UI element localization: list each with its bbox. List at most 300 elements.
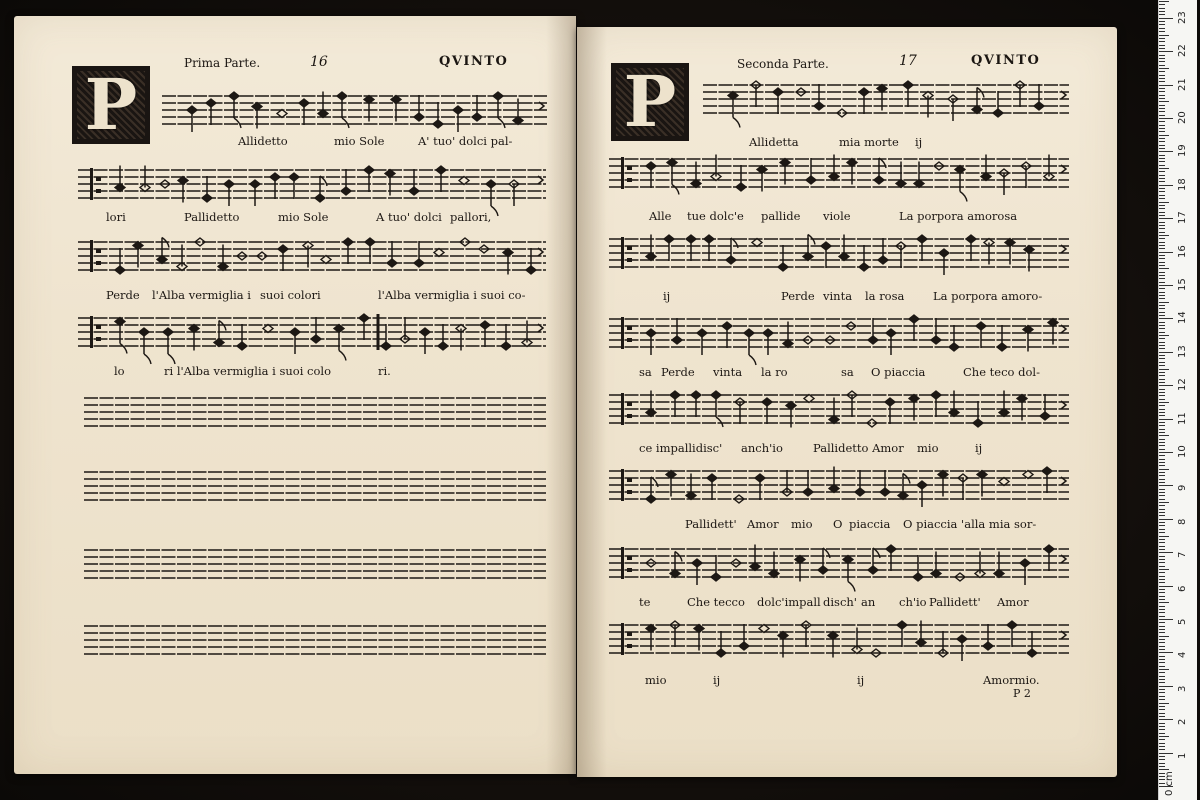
ruler-tick (1159, 31, 1165, 32)
empty-staff (84, 622, 546, 656)
ruler-tick (1159, 509, 1165, 510)
ruler-number: 3 (1177, 685, 1188, 692)
lyric-word: mia morte (839, 135, 899, 149)
lyric-word: dolc'impall (757, 595, 821, 609)
ruler-tick (1159, 462, 1165, 463)
note-flag (716, 417, 723, 427)
ruler-tick (1159, 325, 1165, 326)
ruler-tick (1159, 489, 1165, 490)
clef-mark (621, 393, 624, 425)
ruler-tick (1159, 589, 1165, 590)
ruler-tick (1159, 328, 1165, 329)
ruler-tick (1159, 202, 1169, 203)
ruler-tick (1159, 703, 1169, 704)
ruler-tick (1159, 445, 1165, 446)
ruler-tick (1159, 399, 1165, 400)
ruler-tick (1159, 412, 1165, 413)
ruler-tick (1159, 659, 1165, 660)
ruler-tick (1159, 719, 1173, 720)
ruler-tick (1159, 632, 1165, 633)
ruler-tick (1159, 449, 1165, 450)
ruler-tick (1159, 342, 1165, 343)
clef-mark (627, 490, 632, 494)
music-staff (78, 236, 546, 276)
lyric-word: ij (915, 135, 923, 149)
ruler-tick (1159, 519, 1173, 520)
ruler-tick (1159, 502, 1169, 503)
lyric-word: Amor (747, 517, 779, 531)
ruler-tick (1159, 769, 1169, 770)
lyric-word: Allidetta (749, 135, 799, 149)
ruler-tick (1159, 723, 1165, 724)
ruler-tick (1159, 191, 1165, 192)
note-flag (342, 118, 349, 128)
lyric-word: ij (975, 441, 983, 455)
ruler-tick (1159, 579, 1165, 580)
lyric-word: La porpora amorosa (899, 209, 1018, 223)
ruler-tick (1159, 181, 1165, 182)
ruler-tick (1159, 529, 1165, 530)
ruler-tick (1159, 175, 1165, 176)
note-flag (749, 355, 756, 365)
ruler-tick (1159, 542, 1165, 543)
lyric-word: O piaccia 'alla mia sor- (903, 517, 1037, 531)
signature-mark: P 2 (1013, 687, 1031, 700)
ruler-tick (1159, 338, 1165, 339)
lyric-word: Perde (106, 288, 140, 302)
ruler-tick (1159, 45, 1165, 46)
ruler-tick (1159, 515, 1165, 516)
lyric-word: Pallidetto Amor (813, 441, 904, 455)
ruler-tick (1159, 288, 1165, 289)
ruler-tick (1159, 148, 1165, 149)
ruler-tick (1159, 539, 1165, 540)
ruler-tick (1159, 65, 1165, 66)
ruler-tick (1159, 302, 1169, 303)
ruler-tick (1159, 472, 1165, 473)
voice-label: QVINTO (971, 53, 1041, 68)
ruler-tick (1159, 81, 1165, 82)
ruler-tick (1159, 51, 1173, 52)
clef-mark (627, 478, 632, 482)
ruler-tick (1159, 375, 1165, 376)
note-flag (960, 192, 967, 202)
ruler-tick (1159, 308, 1165, 309)
ruler-tick (1159, 75, 1165, 76)
ruler-tick (1159, 4, 1165, 5)
clef-mark (627, 166, 632, 170)
lyric-word: sa (841, 365, 854, 379)
ruler-tick (1159, 212, 1165, 213)
ruler-number: 12 (1177, 378, 1188, 392)
ruler-tick (1159, 556, 1165, 557)
page-number: 16 (310, 54, 328, 70)
lyric-word: pallori, (450, 210, 492, 224)
ruler-tick (1159, 562, 1165, 563)
ruler-tick (1159, 188, 1165, 189)
lyric-word: ri l'Alba vermiglia i suoi colo (164, 364, 332, 378)
clef-mark (621, 157, 624, 189)
ruler-tick (1159, 439, 1165, 440)
ruler-tick (1159, 626, 1165, 627)
ruler-tick (1159, 389, 1165, 390)
ruler-tick (1159, 369, 1169, 370)
custos-mark (538, 176, 543, 184)
ruler-tick (1159, 258, 1165, 259)
ruler-tick (1159, 232, 1165, 233)
ruler-tick (1159, 669, 1169, 670)
decorated-initial (611, 60, 689, 143)
lyric-word: La porpora amoro- (933, 289, 1043, 303)
clef-mark (627, 326, 632, 330)
ruler-tick (1159, 245, 1165, 246)
note-flag (234, 118, 241, 128)
ruler-tick (1159, 335, 1169, 336)
ruler-tick (1159, 38, 1165, 39)
ruler-tick (1159, 318, 1173, 319)
ruler-tick (1159, 235, 1169, 236)
music-staff (78, 312, 546, 352)
empty-staff (84, 546, 546, 580)
ruler-tick (1159, 272, 1165, 273)
lyric-word: mio Sole (334, 134, 385, 148)
ruler-tick (1159, 358, 1165, 359)
lyric-word: mio (917, 441, 939, 455)
ruler-tick (1159, 415, 1165, 416)
ruler-tick (1159, 155, 1165, 156)
note-flag (491, 206, 498, 216)
music-staff (609, 233, 1069, 273)
note-flag (733, 118, 740, 128)
ruler-tick (1159, 18, 1173, 19)
ruler-tick (1159, 95, 1165, 96)
music-staff (609, 619, 1069, 659)
clef-mark (627, 338, 632, 342)
ruler-tick (1159, 642, 1165, 643)
ruler-number: 19 (1177, 144, 1188, 158)
ruler-tick (1159, 322, 1165, 323)
lyric-word: mio (791, 517, 813, 531)
ruler-tick (1159, 452, 1173, 453)
lyric-word: ch'io (899, 595, 927, 609)
ruler-number: 13 (1177, 345, 1188, 358)
ruler-tick (1159, 285, 1173, 286)
ruler-tick (1159, 485, 1173, 486)
ruler-tick (1159, 28, 1165, 29)
lyric-word: te (639, 595, 651, 609)
ruler-tick (1159, 215, 1165, 216)
ruler-tick (1159, 606, 1165, 607)
ruler-tick (1159, 479, 1165, 480)
ruler-tick (1159, 649, 1165, 650)
music-staff (609, 389, 1069, 429)
music-staff (609, 153, 1069, 193)
ruler-tick (1159, 198, 1165, 199)
ruler-tick (1159, 743, 1165, 744)
ruler-tick (1159, 435, 1169, 436)
ruler-tick (1159, 612, 1165, 613)
ruler-tick (1159, 465, 1165, 466)
ruler-tick (1159, 736, 1169, 737)
ruler-tick (1159, 753, 1173, 754)
lyric-word: Che teco dol- (963, 365, 1040, 379)
ruler-tick (1159, 442, 1165, 443)
ruler-tick (1159, 432, 1165, 433)
ruler-tick (1159, 392, 1165, 393)
lyric-word: Allidetto (238, 134, 288, 148)
lyric-word: ij (713, 673, 721, 687)
note-flag (848, 582, 855, 592)
clef-mark (90, 316, 93, 348)
ruler-tick (1159, 552, 1173, 553)
ruler-tick (1159, 739, 1165, 740)
lyric-word: vinta (823, 289, 853, 303)
part-label: Seconda Parte. (737, 57, 829, 71)
lyric-word: Pallidetto (184, 210, 240, 224)
ruler-tick (1159, 686, 1173, 687)
empty-staff (84, 468, 546, 502)
ruler-tick (1159, 228, 1165, 229)
ruler-tick (1159, 355, 1165, 356)
ruler-tick (1159, 475, 1165, 476)
ruler-tick (1159, 1, 1169, 2)
note-flag (339, 351, 346, 361)
ruler-tick (1159, 716, 1165, 717)
ruler-tick (1159, 11, 1165, 12)
ruler-tick (1159, 679, 1165, 680)
ruler-tick (1159, 636, 1169, 637)
ruler-unit-label: 0 cm (1164, 771, 1175, 796)
ruler-tick (1159, 766, 1165, 767)
clef-mark (96, 177, 101, 181)
ruler-tick (1159, 345, 1165, 346)
ruler-tick (1159, 108, 1165, 109)
ruler-tick (1159, 58, 1165, 59)
ruler-tick (1159, 395, 1165, 396)
lyric-word: lori (106, 210, 126, 224)
ruler-tick (1159, 205, 1165, 206)
lyric-word: l'Alba vermiglia i suoi co- (378, 288, 526, 302)
ruler-number: 18 (1177, 178, 1188, 191)
music-staff (78, 164, 546, 204)
left-page (14, 16, 576, 774)
ruler-tick (1159, 275, 1165, 276)
lyric-word: ij (663, 289, 671, 303)
ruler-tick (1159, 733, 1165, 734)
lyric-word: ce impallidisc' (639, 441, 723, 455)
ruler-number: 7 (1177, 551, 1188, 559)
ruler-tick (1159, 305, 1165, 306)
ruler-tick (1159, 222, 1165, 223)
music-staff (703, 79, 1069, 119)
ruler-tick (1159, 208, 1165, 209)
ruler-tick (1159, 185, 1173, 186)
lyric-word: Amormio. (983, 673, 1040, 687)
clef-mark (96, 261, 101, 265)
ruler-tick (1159, 569, 1169, 570)
custos-mark (538, 324, 543, 332)
clef-mark (627, 246, 632, 250)
lyric-word: suoi colori (260, 288, 321, 302)
empty-staff (84, 394, 546, 428)
ruler-tick (1159, 629, 1165, 630)
ruler-tick (1159, 48, 1165, 49)
ruler-tick (1159, 312, 1165, 313)
clef-mark (621, 623, 624, 655)
ruler-tick (1159, 709, 1165, 710)
ruler-tick (1159, 402, 1169, 403)
ruler-tick (1159, 298, 1165, 299)
measuring-ruler (1158, 0, 1197, 800)
ruler-tick (1159, 278, 1165, 279)
ruler-tick (1159, 158, 1165, 159)
note-flag (168, 354, 175, 364)
lyric-word: Perde (781, 289, 815, 303)
ruler-tick (1159, 713, 1165, 714)
ruler-tick (1159, 499, 1165, 500)
clef-mark (627, 644, 632, 648)
ruler-tick (1159, 111, 1165, 112)
clef-mark (621, 547, 624, 579)
lyric-word: pallide (761, 209, 801, 223)
lyric-word: mio (645, 673, 667, 687)
clef-mark (96, 249, 101, 253)
ruler-tick (1159, 729, 1165, 730)
ruler-tick (1159, 362, 1165, 363)
lyric-word: Pallidett' (685, 517, 737, 531)
ruler-tick (1159, 536, 1169, 537)
ruler-tick (1159, 522, 1165, 523)
ruler-tick (1159, 512, 1165, 513)
ruler-tick (1159, 135, 1169, 136)
clef-mark (627, 258, 632, 262)
lyric-word: sa (639, 365, 652, 379)
clef-mark (627, 556, 632, 560)
ruler-tick (1159, 91, 1165, 92)
ruler-tick (1159, 21, 1165, 22)
ruler-tick (1159, 696, 1165, 697)
ruler-tick (1159, 101, 1169, 102)
note-flag (672, 185, 679, 195)
ruler-tick (1159, 763, 1165, 764)
ruler-tick (1159, 35, 1169, 36)
page-number: 17 (899, 53, 917, 69)
ruler-tick (1159, 582, 1165, 583)
ruler-tick (1159, 145, 1165, 146)
lyric-word: Alle (649, 209, 672, 223)
right-page (577, 27, 1117, 777)
lyric-word: O piaccia (871, 365, 926, 379)
music-staff (609, 313, 1069, 353)
ruler-tick (1159, 238, 1165, 239)
ruler-number: 8 (1177, 518, 1188, 525)
lyric-word: la rosa (865, 289, 905, 303)
ruler-number: 2 (1177, 718, 1188, 726)
ruler-tick (1159, 128, 1165, 129)
ruler-tick (1159, 495, 1165, 496)
clef-mark (90, 240, 93, 272)
ruler-tick (1159, 609, 1165, 610)
ruler-tick (1159, 459, 1165, 460)
ruler-tick (1159, 168, 1169, 169)
lyric-word: O (833, 517, 843, 531)
lyric-word: Amor (997, 595, 1029, 609)
ruler-number: 11 (1177, 411, 1188, 425)
music-staff (609, 543, 1069, 583)
ruler-tick (1159, 482, 1165, 483)
ruler-tick (1159, 292, 1165, 293)
ruler-tick (1159, 599, 1165, 600)
ruler-tick (1159, 646, 1165, 647)
ruler-tick (1159, 105, 1165, 106)
ruler-tick (1159, 699, 1165, 700)
ruler-tick (1159, 268, 1169, 269)
ruler-tick (1159, 282, 1165, 283)
decorated-initial (72, 63, 150, 146)
ruler-tick (1159, 218, 1173, 219)
note-flag (120, 344, 127, 354)
ruler-number: 4 (1177, 652, 1188, 659)
ruler-number: 1 (1177, 752, 1188, 759)
ruler-tick (1159, 576, 1165, 577)
ruler-tick (1159, 419, 1173, 420)
ruler-tick (1159, 706, 1165, 707)
clef-mark (621, 237, 624, 269)
gutter-shadow (546, 16, 576, 774)
ruler-tick (1159, 115, 1165, 116)
ruler-tick (1159, 746, 1165, 747)
initial-letter: P (623, 60, 677, 143)
clef-mark (621, 469, 624, 501)
ruler-tick (1159, 749, 1165, 750)
lyric-word: piaccia (849, 517, 891, 531)
ruler-number: 5 (1177, 618, 1188, 625)
ruler-tick (1159, 616, 1165, 617)
ruler-tick (1159, 252, 1173, 253)
lyric-word: mio Sole (278, 210, 329, 224)
clef-mark (627, 632, 632, 636)
ruler-tick (1159, 492, 1165, 493)
ruler-tick (1159, 425, 1165, 426)
ruler-number: 17 (1177, 211, 1188, 225)
ruler-tick (1159, 225, 1165, 226)
ruler-tick (1159, 422, 1165, 423)
ruler-tick (1159, 161, 1165, 162)
ruler-tick (1159, 682, 1165, 683)
lyric-word: disch' (823, 595, 857, 609)
ruler-tick (1159, 592, 1165, 593)
initial-letter: P (84, 63, 138, 146)
ruler-number: 15 (1177, 278, 1188, 291)
ruler-tick (1159, 572, 1165, 573)
clef-mark (627, 402, 632, 406)
ruler-number: 10 (1177, 445, 1188, 458)
ruler-tick (1159, 379, 1165, 380)
lyric-word: A tuo' dolci (376, 210, 442, 224)
ruler-tick (1159, 71, 1165, 72)
ruler-tick (1159, 151, 1173, 152)
ruler-tick (1159, 61, 1165, 62)
ruler-tick (1159, 171, 1165, 172)
ruler-tick (1159, 88, 1165, 89)
lyric-word: an (861, 595, 876, 609)
lyric-word: ij (857, 673, 865, 687)
ruler-tick (1159, 639, 1165, 640)
ruler-tick (1159, 405, 1165, 406)
ruler-tick (1159, 178, 1165, 179)
lyric-word: lo (114, 364, 125, 378)
lyric-word: A' tuo' dolci pal- (418, 134, 513, 148)
